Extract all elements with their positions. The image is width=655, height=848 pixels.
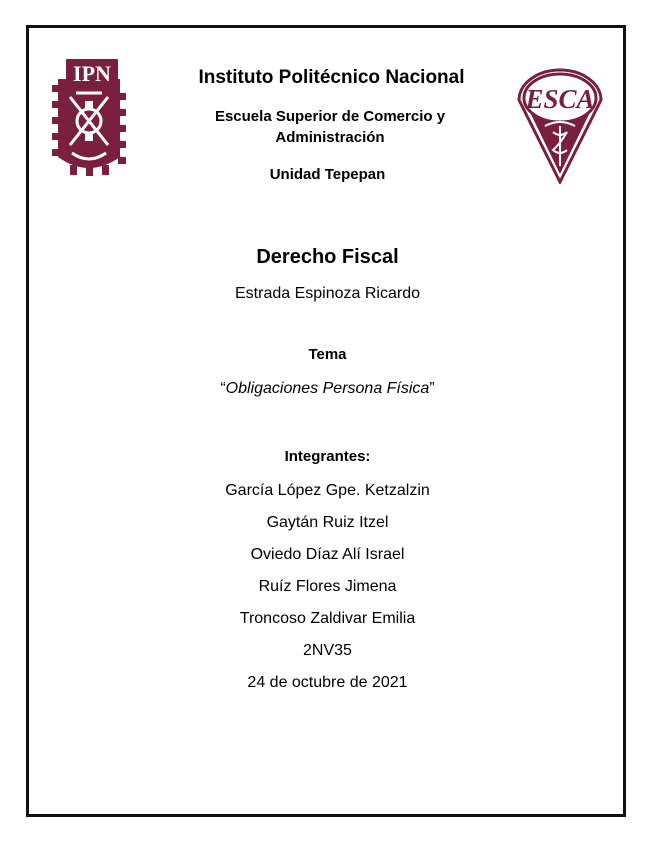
topic-label: Tema — [308, 346, 347, 363]
member-name: Ruíz Flores Jimena — [258, 578, 397, 595]
topic-open-quote: “ — [220, 380, 226, 397]
course-title: Derecho Fiscal — [256, 246, 399, 268]
members-label: Integrantes: — [284, 448, 371, 465]
school-name: Escuela Superior de Comercio y Administración — [214, 108, 446, 146]
topic-close-quote: ” — [429, 380, 435, 397]
member-name: Gaytán Ruiz Itzel — [266, 514, 389, 531]
ipn-logo-text: IPN — [73, 61, 111, 86]
members-list — [0, 480, 655, 704]
teacher-name: Estrada Espinoza Ricardo — [235, 285, 420, 302]
esca-logo-text: ESCA — [525, 84, 595, 114]
institution-name: Instituto Politécnico Nacional — [198, 67, 465, 88]
group-code: 2NV35 — [303, 642, 352, 659]
date: 24 de octubre de 2021 — [247, 674, 408, 691]
topic-value — [0, 380, 655, 398]
member-name: García López Gpe. Ketzalzin — [225, 482, 430, 499]
member-name: Troncoso Zaldivar Emilia — [239, 610, 416, 627]
member-name: Oviedo Díaz Alí Israel — [250, 546, 405, 563]
topic-text: Obligaciones Persona Física — [225, 380, 430, 397]
unit-name: Unidad Tepepan — [269, 166, 386, 183]
